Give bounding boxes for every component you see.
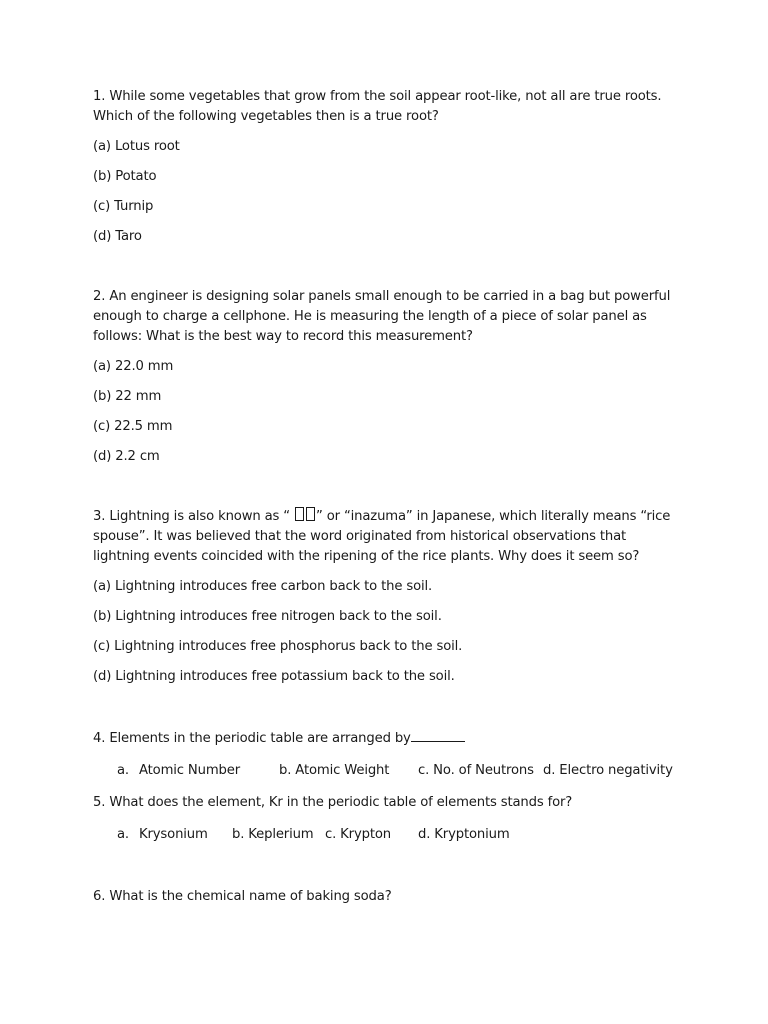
question-2-option-a: (a) 22.0 mm [93,359,174,374]
question-4-option-list [139,761,683,781]
question-4 [93,727,683,781]
question-5-options [117,825,683,845]
question-4-list-marker: a. [117,763,129,778]
question-2 [93,287,683,467]
question-3-option-d: (d) Lightning introduces free potassium back to the soil. [93,669,455,684]
question-2-option-d: (d) 2.2 cm [93,449,160,464]
question-4-stem [93,727,683,749]
question-1-option-d: (d) Taro [93,229,142,244]
question-5-option-a: Krysonium [139,827,208,842]
question-3-stem-before: 3. Lightning is also known as “ [93,509,294,524]
question-3-option-b: (b) Lightning introduces free nitrogen back to the soil. [93,609,442,624]
question-3 [93,507,683,687]
question-2-stem: 2. An engineer is designing solar panels small enough to be carried in a bag but powerful enough to charge a cellphone. He is measuring the length of a piece of solar panel as follows: What is the best way to record this measurement? [93,289,671,344]
question-1 [93,87,683,247]
question-1-option-a: (a) Lotus root [93,139,180,154]
question-5-option-list [139,825,683,845]
missing-glyph-box-icon [295,507,304,521]
question-4-option-b: b. Atomic Weight [279,763,390,778]
question-spacer [93,477,683,507]
question-1-stem: 1. While some vegetables that grow from the soil appear root-like, not all are true roots. Which of the following vegetables then is a true root? [93,89,662,124]
question-1-option-c: (c) Turnip [93,199,154,214]
question-5-option-b: b. Keplerium [232,827,314,842]
question-5-option-d: d. Kryptonium [418,827,510,842]
question-spacer [93,857,683,887]
question-4-option-a: Atomic Number [139,763,241,778]
question-1-option-b: (b) Potato [93,169,157,184]
question-spacer [93,257,683,287]
question-3-option-a: (a) Lightning introduces free carbon back to the soil. [93,579,433,594]
question-4-options [117,761,683,781]
answer-blank [411,727,465,742]
document-page [93,87,683,917]
question-4-stem-text: 4. Elements in the periodic table are arranged by [93,731,411,746]
question-4-option-c: c. No. of Neutrons [418,763,534,778]
question-5-option-c: c. Krypton [325,827,391,842]
question-3-stem-after: ” or “inazuma” in Japanese, which literally means “rice spouse”. It was believed that the word originated from historical observations that lightning events coincided with the ripening of the rice plants. Why does it seem so? [93,509,671,564]
missing-glyph-box-icon [306,507,315,521]
question-5-list-marker: a. [117,827,129,842]
question-2-option-c: (c) 22.5 mm [93,419,173,434]
question-4-option-d: d. Electro negativity [543,763,673,778]
question-5-stem: 5. What does the element, Kr in the periodic table of elements stands for? [93,795,573,810]
question-3-option-c: (c) Lightning introduces free phosphorus back to the soil. [93,639,463,654]
question-5 [93,793,683,845]
question-spacer [93,697,683,727]
question-6 [93,887,683,907]
question-2-option-b: (b) 22 mm [93,389,162,404]
question-3-stem [93,507,683,567]
question-6-stem: 6. What is the chemical name of baking soda? [93,889,392,904]
